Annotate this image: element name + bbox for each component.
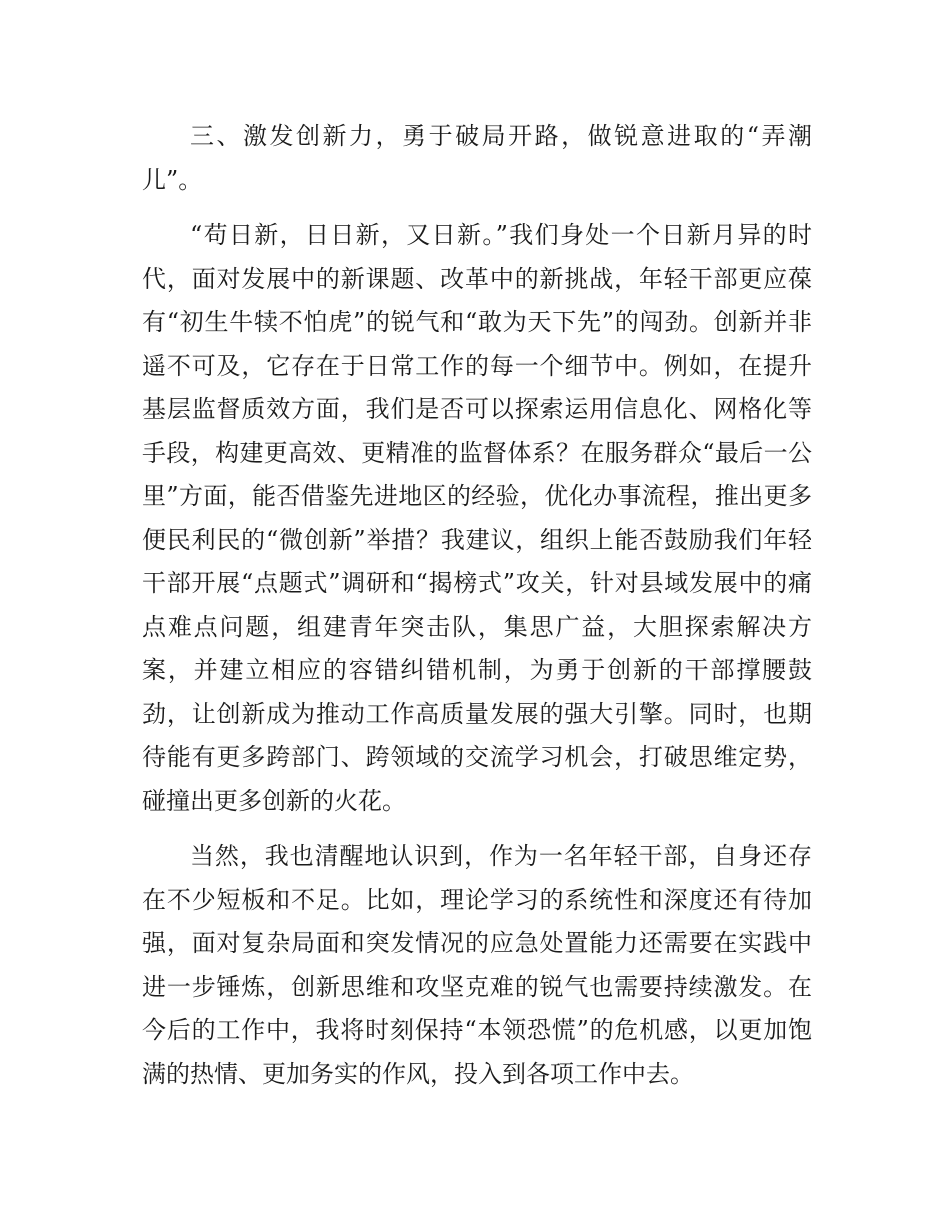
document-body bbox=[142, 115, 812, 1108]
section-heading-paragraph: 三、激发创新力，勇于破局开路，做锐意进取的“弄潮儿”。 bbox=[142, 122, 812, 194]
body-paragraph-innovation: “苟日新，日日新，又日新。”我们身处一个日新月异的时代，面对发展中的新课题、改革中的新挑战，年轻干部更应葆有“初生牛犊不怕虎”的锐气和“敢为天下先”的闯劲。创新并非遥不可及，它存在于日常工作的每一个细节中。例如，在提升基层监督质效方面，我们是否可以探索运用信息化、网格化等手段，构建更高效、更精准的监督体系？在服务群众“最后一公里”方面，能否借鉴先进地区的经验，优化办事流程，推出更多便民利民的“微创新”举措？我建议，组织上能否鼓励我们年轻干部开展“点题式”调研和“揭榜式”攻关，针对县域发展中的痛点难点问题，组建青年突击队，集思广益，大胆探索解决方案，并建立相应的容错纠错机制，为勇于创新的干部撑腰鼓劲，让创新成为推动工作高质量发展的强大引擎。同时，也期待能有更多跨部门、跨领域的交流学习机会，打破思维定势，碰撞出更多创新的火花。 bbox=[142, 221, 812, 815]
body-paragraph-self-reflection: 当然，我也清醒地认识到，作为一名年轻干部，自身还存在不少短板和不足。比如，理论学习的系统性和深度还有待加强，面对复杂局面和突发情况的应急处置能力还需要在实践中进一步锤炼，创新思维和攻坚克难的锐气也需要持续激发。在今后的工作中，我将时刻保持“本领恐慌”的危机感，以更加饱满的热情、更加务实的作风，投入到各项工作中去。 bbox=[142, 842, 812, 1088]
